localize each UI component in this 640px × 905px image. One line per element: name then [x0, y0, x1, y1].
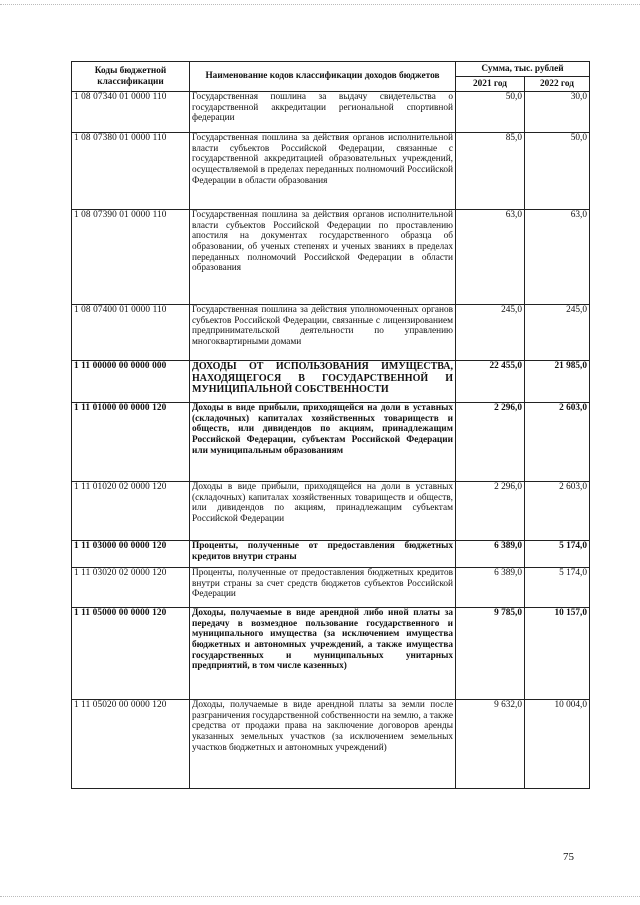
row-value-2022: 30,0 — [525, 92, 590, 133]
table-row — [72, 210, 590, 305]
table-row — [72, 305, 590, 361]
table-row — [72, 700, 590, 789]
table-row — [72, 541, 590, 568]
header-names: Наименование кодов классификации доходов бюджетов — [190, 62, 456, 92]
header-sum: Сумма, тыс. рублей — [456, 62, 590, 77]
scan-edge-bottom — [0, 896, 640, 897]
row-value-2022: 245,0 — [525, 305, 590, 361]
row-code: 1 11 05000 00 0000 120 — [72, 608, 190, 700]
row-value-2021: 22 455,0 — [456, 361, 525, 403]
row-value-2021: 6 389,0 — [456, 568, 525, 608]
row-value-2022: 2 603,0 — [525, 482, 590, 541]
row-code: 1 11 00000 00 0000 000 — [72, 361, 190, 403]
row-code: 1 08 07400 01 0000 110 — [72, 305, 190, 361]
table-row — [72, 403, 590, 482]
table-row — [72, 608, 590, 700]
row-value-2021: 9 632,0 — [456, 700, 525, 789]
table-row — [72, 133, 590, 210]
row-name: Государственная пошлина за действия уполномоченных органов субъектов Российской Федерации, связанные с лицензированием предпринимательской деятельности по управлению многоквартирными домами — [190, 305, 456, 361]
row-value-2021: 9 785,0 — [456, 608, 525, 700]
row-value-2021: 2 296,0 — [456, 482, 525, 541]
row-name: ДОХОДЫ ОТ ИСПОЛЬЗОВАНИЯ ИМУЩЕСТВА, НАХОДЯЩЕГОСЯ В ГОСУДАРСТВЕННОЙ И МУНИЦИПАЛЬНОЙ СОБСТВЕННОСТИ — [190, 361, 456, 403]
table-row — [72, 568, 590, 608]
row-value-2022: 5 174,0 — [525, 541, 590, 568]
page-number: 75 — [563, 851, 574, 863]
row-value-2021: 50,0 — [456, 92, 525, 133]
table-row — [72, 361, 590, 403]
row-value-2022: 2 603,0 — [525, 403, 590, 482]
header-year-2022: 2022 год — [525, 77, 590, 92]
header-codes: Коды бюджетной классификации — [72, 62, 190, 92]
row-name: Проценты, полученные от предоставления бюджетных кредитов внутри страны — [190, 541, 456, 568]
row-value-2021: 85,0 — [456, 133, 525, 210]
row-name: Доходы, получаемые в виде арендной платы за земли после разграничения государственной собственности на землю, а также средства от продажи права на заключение договоров аренды указанных земельных участков (за исключением земельных участков бюджетных и автономных учреждений) — [190, 700, 456, 789]
row-value-2021: 63,0 — [456, 210, 525, 305]
scan-edge-top — [0, 4, 640, 5]
row-value-2021: 245,0 — [456, 305, 525, 361]
row-code: 1 11 01020 02 0000 120 — [72, 482, 190, 541]
row-code: 1 11 01000 00 0000 120 — [72, 403, 190, 482]
row-value-2022: 10 004,0 — [525, 700, 590, 789]
row-name: Государственная пошлина за действия органов исполнительной власти субъектов Российской Федерации по проставлению апостиля на документах государственного образца об образовании, об ученых степенях и ученых званиях в пределах переданных полномочий Российской Федерации в области образования — [190, 210, 456, 305]
row-name: Доходы в виде прибыли, приходящейся на доли в уставных (складочных) капиталах хозяйственных товариществ и обществ, или дивидендов по акциям, принадлежащим субъектам Российской Федерации — [190, 482, 456, 541]
row-name: Государственная пошлина за действия органов исполнительной власти субъектов Российской Федерации, связанные с государственной аккредитацией образовательных учреждений, осуществляемой в пределах переданных полномочий Российской Федерации в области образования — [190, 133, 456, 210]
row-code: 1 11 03000 00 0000 120 — [72, 541, 190, 568]
row-code: 1 11 03020 02 0000 120 — [72, 568, 190, 608]
table-row — [72, 92, 590, 133]
row-code: 1 08 07340 01 0000 110 — [72, 92, 190, 133]
row-value-2021: 2 296,0 — [456, 403, 525, 482]
row-value-2022: 21 985,0 — [525, 361, 590, 403]
row-value-2021: 6 389,0 — [456, 541, 525, 568]
header-year-2021: 2021 год — [456, 77, 525, 92]
table-row — [72, 482, 590, 541]
row-name: Доходы в виде прибыли, приходящейся на доли в уставных (складочных) капиталах хозяйственных товариществ и обществ, или дивидендов по акциям, принадлежащим Российской Федерации, субъектам Российской Федерации или муниципальным образованиям — [190, 403, 456, 482]
row-name: Проценты, полученные от предоставления бюджетных кредитов внутри страны за счет средств бюджетов субъектов Российской Федерации — [190, 568, 456, 608]
row-name: Доходы, получаемые в виде арендной либо иной платы за передачу в возмездное пользование государственного и муниципального имущества (за исключением имущества бюджетных и автономных учреждений, а также имущества государственных и муниципальных унитарных предприятий, в том числе казенных) — [190, 608, 456, 700]
budget-table — [71, 61, 590, 789]
row-code: 1 11 05020 00 0000 120 — [72, 700, 190, 789]
row-name: Государственная пошлина за выдачу свидетельства о государственной аккредитации региональной спортивной федерации — [190, 92, 456, 133]
row-code: 1 08 07390 01 0000 110 — [72, 210, 190, 305]
row-value-2022: 63,0 — [525, 210, 590, 305]
row-value-2022: 5 174,0 — [525, 568, 590, 608]
row-value-2022: 50,0 — [525, 133, 590, 210]
row-code: 1 08 07380 01 0000 110 — [72, 133, 190, 210]
row-value-2022: 10 157,0 — [525, 608, 590, 700]
